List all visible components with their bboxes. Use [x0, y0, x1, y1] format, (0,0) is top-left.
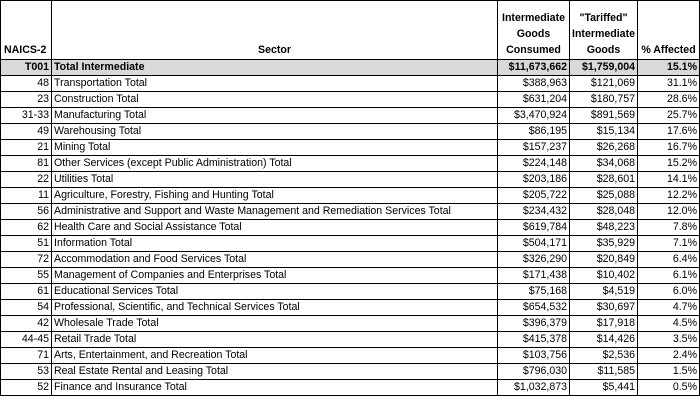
table-row [1, 364, 700, 380]
cell-consumed: $205,722 [498, 188, 570, 204]
table-row [1, 76, 700, 92]
cell-affected: 25.7% [638, 108, 700, 124]
cell-sector: Transportation Total [52, 76, 498, 92]
cell-affected: 3.5% [638, 332, 700, 348]
table-row [1, 220, 700, 236]
table-row [1, 108, 700, 124]
cell-consumed: $3,470,924 [498, 108, 570, 124]
cell-code: 62 [1, 220, 52, 236]
cell-affected: 6.4% [638, 252, 700, 268]
table-row [1, 348, 700, 364]
cell-tariffed: $891,569 [570, 108, 638, 124]
cell-sector: Manufacturing Total [52, 108, 498, 124]
cell-code: 11 [1, 188, 52, 204]
cell-consumed: $326,290 [498, 252, 570, 268]
cell-code: 23 [1, 92, 52, 108]
cell-code: 31-33 [1, 108, 52, 124]
cell-consumed: $1,032,873 [498, 380, 570, 396]
cell-affected: 2.4% [638, 348, 700, 364]
cell-affected: 6.1% [638, 268, 700, 284]
cell-affected: 12.0% [638, 204, 700, 220]
cell-code: 21 [1, 140, 52, 156]
cell-code: 52 [1, 380, 52, 396]
cell-consumed: $224,148 [498, 156, 570, 172]
table-row [1, 236, 700, 252]
cell-sector: Retail Trade Total [52, 332, 498, 348]
table-row [1, 140, 700, 156]
cell-sector: Mining Total [52, 140, 498, 156]
cell-code: 44-45 [1, 332, 52, 348]
cell-tariffed: $5,441 [570, 380, 638, 396]
cell-affected: 12.2% [638, 188, 700, 204]
table-row [1, 188, 700, 204]
cell-code: 53 [1, 364, 52, 380]
cell-sector: Accommodation and Food Services Total [52, 252, 498, 268]
cell-consumed: $619,784 [498, 220, 570, 236]
cell-sector: Other Services (except Public Administration) Total [52, 156, 498, 172]
cell-affected: 17.6% [638, 124, 700, 140]
cell-consumed: $11,673,662 [498, 60, 570, 76]
cell-tariffed: $14,426 [570, 332, 638, 348]
cell-sector: Management of Companies and Enterprises Total [52, 268, 498, 284]
cell-sector: Educational Services Total [52, 284, 498, 300]
cell-sector: Construction Total [52, 92, 498, 108]
cell-code: 49 [1, 124, 52, 140]
cell-code: 56 [1, 204, 52, 220]
cell-sector: Total Intermediate [52, 60, 498, 76]
cell-sector: Information Total [52, 236, 498, 252]
cell-code: 61 [1, 284, 52, 300]
cell-affected: 0.5% [638, 380, 700, 396]
cell-affected: 7.8% [638, 220, 700, 236]
table-row [1, 332, 700, 348]
table-row [1, 380, 700, 396]
cell-code: 54 [1, 300, 52, 316]
cell-code: 55 [1, 268, 52, 284]
cell-consumed: $796,030 [498, 364, 570, 380]
cell-sector: Utilities Total [52, 172, 498, 188]
cell-tariffed: $11,585 [570, 364, 638, 380]
table-row [1, 124, 700, 140]
header-affected: % Affected [638, 1, 700, 60]
cell-tariffed: $4,519 [570, 284, 638, 300]
cell-sector: Arts, Entertainment, and Recreation Total [52, 348, 498, 364]
cell-tariffed: $28,048 [570, 204, 638, 220]
cell-code: 72 [1, 252, 52, 268]
table-row [1, 172, 700, 188]
cell-sector: Finance and Insurance Total [52, 380, 498, 396]
table-row [1, 204, 700, 220]
cell-tariffed: $25,088 [570, 188, 638, 204]
cell-tariffed: $48,223 [570, 220, 638, 236]
cell-tariffed: $35,929 [570, 236, 638, 252]
cell-sector: Agriculture, Forestry, Fishing and Hunting Total [52, 188, 498, 204]
cell-code: T001 [1, 60, 52, 76]
header-tariffed: "Tariffed" Intermediate Goods [570, 1, 638, 60]
cell-tariffed: $15,134 [570, 124, 638, 140]
header-naics: NAICS-2 [1, 1, 52, 60]
cell-consumed: $103,756 [498, 348, 570, 364]
cell-code: 71 [1, 348, 52, 364]
cell-consumed: $504,171 [498, 236, 570, 252]
header-consumed: Intermediate Goods Consumed [498, 1, 570, 60]
cell-affected: 16.7% [638, 140, 700, 156]
cell-tariffed: $20,849 [570, 252, 638, 268]
table-row [1, 92, 700, 108]
cell-sector: Wholesale Trade Total [52, 316, 498, 332]
cell-affected: 31.1% [638, 76, 700, 92]
cell-consumed: $388,963 [498, 76, 570, 92]
cell-affected: 4.5% [638, 316, 700, 332]
cell-tariffed: $121,069 [570, 76, 638, 92]
cell-sector: Administrative and Support and Waste Management and Remediation Services Total [52, 204, 498, 220]
cell-affected: 7.1% [638, 236, 700, 252]
cell-code: 51 [1, 236, 52, 252]
cell-affected: 14.1% [638, 172, 700, 188]
cell-affected: 15.2% [638, 156, 700, 172]
cell-tariffed: $30,697 [570, 300, 638, 316]
cell-consumed: $157,237 [498, 140, 570, 156]
cell-tariffed: $2,536 [570, 348, 638, 364]
cell-tariffed: $34,068 [570, 156, 638, 172]
cell-consumed: $234,432 [498, 204, 570, 220]
cell-affected: 6.0% [638, 284, 700, 300]
cell-code: 81 [1, 156, 52, 172]
cell-tariffed: $1,759,004 [570, 60, 638, 76]
cell-consumed: $86,195 [498, 124, 570, 140]
header-sector: Sector [52, 1, 498, 60]
cell-sector: Warehousing Total [52, 124, 498, 140]
cell-affected: 15.1% [638, 60, 700, 76]
table-row [1, 284, 700, 300]
table-row [1, 268, 700, 284]
cell-code: 22 [1, 172, 52, 188]
cell-tariffed: $17,918 [570, 316, 638, 332]
total-row [1, 60, 700, 76]
cell-tariffed: $26,268 [570, 140, 638, 156]
cell-sector: Health Care and Social Assistance Total [52, 220, 498, 236]
cell-tariffed: $10,402 [570, 268, 638, 284]
cell-affected: 4.7% [638, 300, 700, 316]
cell-consumed: $654,532 [498, 300, 570, 316]
cell-consumed: $631,204 [498, 92, 570, 108]
cell-consumed: $171,438 [498, 268, 570, 284]
cell-consumed: $203,186 [498, 172, 570, 188]
cell-code: 42 [1, 316, 52, 332]
table-row [1, 316, 700, 332]
cell-tariffed: $28,601 [570, 172, 638, 188]
cell-sector: Professional, Scientific, and Technical Services Total [52, 300, 498, 316]
header-row [1, 1, 700, 60]
cell-consumed: $415,378 [498, 332, 570, 348]
cell-affected: 1.5% [638, 364, 700, 380]
cell-affected: 28.6% [638, 92, 700, 108]
cell-sector: Real Estate Rental and Leasing Total [52, 364, 498, 380]
table-row [1, 300, 700, 316]
cell-consumed: $396,379 [498, 316, 570, 332]
table-row [1, 156, 700, 172]
table-row [1, 252, 700, 268]
cell-code: 48 [1, 76, 52, 92]
cell-tariffed: $180,757 [570, 92, 638, 108]
cell-consumed: $75,168 [498, 284, 570, 300]
